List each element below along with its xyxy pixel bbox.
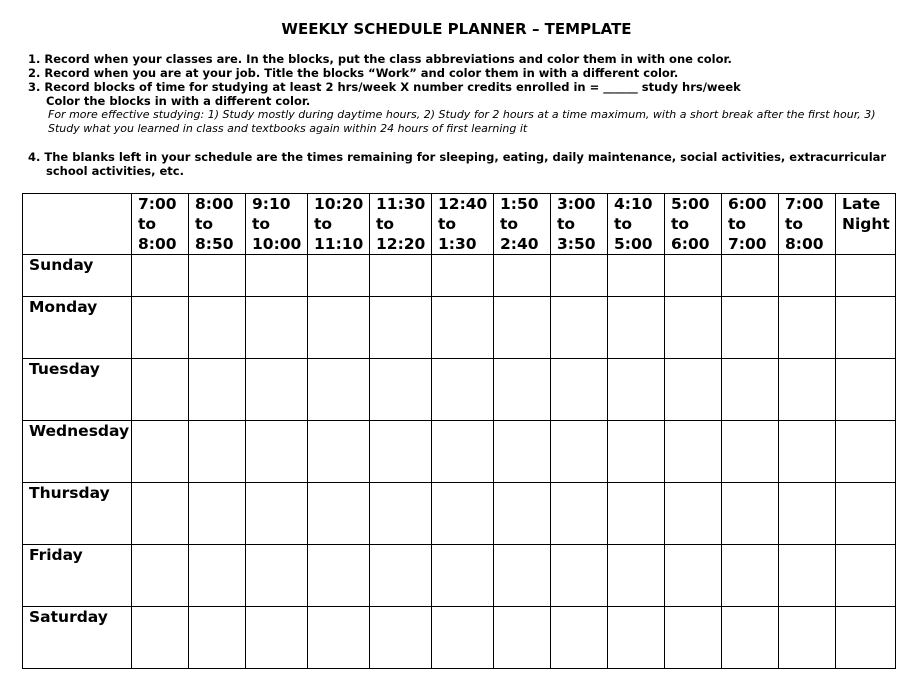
schedule-cell[interactable]	[722, 607, 779, 669]
schedule-cell[interactable]	[432, 359, 494, 421]
time-slot-header-line: 3:50	[557, 235, 596, 253]
schedule-cell[interactable]	[189, 255, 246, 297]
schedule-cell[interactable]	[132, 545, 189, 607]
schedule-cell[interactable]	[836, 297, 896, 359]
schedule-cell[interactable]	[665, 545, 722, 607]
time-slot-header-line: to	[195, 215, 214, 233]
time-slot-header-line: to	[438, 215, 457, 233]
time-slot-header-line: 8:50	[195, 235, 234, 253]
day-row-thursday	[23, 483, 896, 545]
time-slot-header-line: to	[138, 215, 157, 233]
day-label: Wednesday	[23, 421, 132, 483]
schedule-cell[interactable]	[494, 421, 551, 483]
schedule-cell[interactable]	[551, 297, 608, 359]
time-slot-header-line: 2:40	[500, 235, 539, 253]
schedule-cell[interactable]	[665, 483, 722, 545]
time-slot-header-line: 6:00	[728, 195, 767, 213]
schedule-cell[interactable]	[246, 421, 308, 483]
time-slot-header-line: 8:00	[785, 235, 824, 253]
schedule-cell[interactable]	[722, 359, 779, 421]
time-slot-header-line: 12:20	[376, 235, 426, 253]
time-slot-header	[308, 194, 370, 255]
time-slot-header-line: 7:00	[785, 195, 824, 213]
schedule-cell[interactable]	[132, 297, 189, 359]
header-row	[23, 194, 896, 255]
schedule-cell[interactable]	[779, 359, 836, 421]
schedule-cell[interactable]	[608, 359, 665, 421]
day-row-tuesday	[23, 359, 896, 421]
schedule-cell[interactable]	[308, 255, 370, 297]
instruction-3: 3. Record blocks of time for studying at least 2 hrs/week X number credits enrolled in = ______ study hrs/week	[28, 80, 741, 94]
corner-cell	[23, 194, 132, 255]
schedule-cell[interactable]	[432, 255, 494, 297]
schedule-cell[interactable]	[370, 359, 432, 421]
schedule-cell[interactable]	[665, 255, 722, 297]
time-slot-header-line: to	[500, 215, 519, 233]
time-slot-header-line: to	[671, 215, 690, 233]
time-slot-header-line: 3:00	[557, 195, 596, 213]
time-slot-header	[189, 194, 246, 255]
schedule-cell[interactable]	[551, 607, 608, 669]
schedule-cell[interactable]	[494, 297, 551, 359]
time-slot-header	[551, 194, 608, 255]
time-slot-header	[246, 194, 308, 255]
schedule-cell[interactable]	[494, 607, 551, 669]
day-row-sunday	[23, 255, 896, 297]
time-slot-header-line: 7:00	[728, 235, 767, 253]
schedule-cell[interactable]	[370, 297, 432, 359]
schedule-cell[interactable]	[665, 297, 722, 359]
time-slot-header	[494, 194, 551, 255]
schedule-cell[interactable]	[722, 297, 779, 359]
day-row-wednesday	[23, 421, 896, 483]
schedule-cell[interactable]	[189, 545, 246, 607]
day-row-friday	[23, 545, 896, 607]
schedule-cell[interactable]	[432, 483, 494, 545]
schedule-cell[interactable]	[494, 359, 551, 421]
schedule-cell[interactable]	[432, 545, 494, 607]
schedule-cell[interactable]	[836, 545, 896, 607]
time-slot-header-line: 5:00	[671, 195, 710, 213]
instruction-4: 4. The blanks left in your schedule are the times remaining for sleeping, eating, daily maintenance, social activities, extracurricular school activities, etc.	[28, 150, 887, 178]
schedule-cell[interactable]	[836, 255, 896, 297]
time-slot-header-line: to	[314, 215, 333, 233]
schedule-cell[interactable]	[370, 545, 432, 607]
time-slot-header-line: 1:50	[500, 195, 539, 213]
time-slot-header	[779, 194, 836, 255]
schedule-cell[interactable]	[836, 421, 896, 483]
schedule-cell[interactable]	[246, 359, 308, 421]
schedule-cell[interactable]	[836, 483, 896, 545]
schedule-table	[22, 193, 896, 669]
schedule-cell[interactable]	[665, 607, 722, 669]
time-slot-header-line: 12:40	[438, 195, 488, 213]
schedule-cell[interactable]	[370, 483, 432, 545]
time-slot-header-line: 10:00	[252, 235, 302, 253]
schedule-cell[interactable]	[189, 607, 246, 669]
schedule-cell[interactable]	[308, 483, 370, 545]
schedule-cell[interactable]	[551, 359, 608, 421]
day-label: Tuesday	[23, 359, 132, 421]
time-slot-header	[132, 194, 189, 255]
time-slot-header-line: 4:10	[614, 195, 653, 213]
schedule-cell[interactable]	[132, 359, 189, 421]
schedule-cell[interactable]	[779, 607, 836, 669]
schedule-cell[interactable]	[551, 483, 608, 545]
time-slot-header-line: 11:30	[376, 195, 426, 213]
schedule-cell[interactable]	[665, 421, 722, 483]
instruction-2: 2. Record when you are at your job. Title the blocks “Work” and color them in with a different color.	[28, 66, 679, 80]
schedule-cell[interactable]	[132, 255, 189, 297]
schedule-cell[interactable]	[370, 255, 432, 297]
schedule-cell[interactable]	[432, 607, 494, 669]
schedule-cell[interactable]	[246, 545, 308, 607]
time-slot-header-line: to	[376, 215, 395, 233]
schedule-cell[interactable]	[432, 297, 494, 359]
day-row-monday	[23, 297, 896, 359]
schedule-cell[interactable]	[370, 421, 432, 483]
time-slot-header-line: 9:10	[252, 195, 291, 213]
schedule-cell[interactable]	[189, 297, 246, 359]
schedule-cell[interactable]	[779, 297, 836, 359]
schedule-cell[interactable]	[308, 421, 370, 483]
schedule-cell[interactable]	[246, 607, 308, 669]
time-slot-header-line: 6:00	[671, 235, 710, 253]
instruction-1: 1. Record when your classes are. In the blocks, put the class abbreviations and color them in with one color.	[28, 52, 732, 66]
schedule-cell[interactable]	[189, 359, 246, 421]
schedule-cell[interactable]	[722, 421, 779, 483]
schedule-cell[interactable]	[308, 607, 370, 669]
time-slot-header	[608, 194, 665, 255]
day-label: Friday	[23, 545, 132, 607]
time-slot-header-line: to	[728, 215, 747, 233]
schedule-cell[interactable]	[132, 483, 189, 545]
time-slot-header-line: Night	[842, 215, 890, 233]
day-label: Monday	[23, 297, 132, 359]
schedule-cell[interactable]	[189, 421, 246, 483]
schedule-cell[interactable]	[432, 421, 494, 483]
schedule-cell[interactable]	[779, 483, 836, 545]
schedule-cell[interactable]	[608, 483, 665, 545]
schedule-cell[interactable]	[608, 255, 665, 297]
schedule-cell[interactable]	[779, 545, 836, 607]
time-slot-header-line: 10:20	[314, 195, 364, 213]
schedule-cell[interactable]	[246, 483, 308, 545]
day-label: Sunday	[23, 255, 132, 297]
schedule-cell[interactable]	[494, 483, 551, 545]
schedule-cell[interactable]	[608, 421, 665, 483]
time-slot-header-line: 11:10	[314, 235, 364, 253]
time-slot-header-line: 5:00	[614, 235, 653, 253]
schedule-cell[interactable]	[494, 255, 551, 297]
time-slot-header	[836, 194, 896, 255]
schedule-cell[interactable]	[665, 359, 722, 421]
day-label: Saturday	[23, 607, 132, 669]
time-slot-header	[722, 194, 779, 255]
time-slot-header-line: to	[614, 215, 633, 233]
schedule-cell[interactable]	[308, 545, 370, 607]
time-slot-header-line: to	[252, 215, 271, 233]
schedule-cell[interactable]	[836, 607, 896, 669]
schedule-cell[interactable]	[608, 607, 665, 669]
schedule-cell[interactable]	[722, 255, 779, 297]
time-slot-header-line: to	[557, 215, 576, 233]
time-slot-header-line: 1:30	[438, 235, 477, 253]
schedule-cell[interactable]	[551, 545, 608, 607]
instructions	[28, 52, 898, 178]
schedule-cell[interactable]	[722, 483, 779, 545]
schedule-cell[interactable]	[779, 255, 836, 297]
time-slot-header	[370, 194, 432, 255]
schedule-cell[interactable]	[551, 255, 608, 297]
instruction-3-continued: Color the blocks in with a different color.	[46, 94, 311, 108]
time-slot-header	[432, 194, 494, 255]
schedule-cell[interactable]	[246, 255, 308, 297]
time-slot-header-line: 8:00	[138, 235, 177, 253]
time-slot-header-line: Late	[842, 195, 881, 213]
study-tips-note: For more effective studying: 1) Study mostly during daytime hours, 2) Study for 2 hours at a time maximum, with a short break after the first hour, 3) Study what you learned in class and textbooks again within 24 hours of first learning it	[48, 108, 876, 135]
schedule-cell[interactable]	[551, 421, 608, 483]
schedule-cell[interactable]	[779, 421, 836, 483]
schedule-cell[interactable]	[308, 359, 370, 421]
time-slot-header-line: to	[785, 215, 804, 233]
schedule-cell[interactable]	[132, 607, 189, 669]
day-row-saturday	[23, 607, 896, 669]
time-slot-header	[665, 194, 722, 255]
page-title: WEEKLY SCHEDULE PLANNER – TEMPLATE	[281, 20, 632, 38]
schedule-cell[interactable]	[608, 545, 665, 607]
schedule-cell[interactable]	[722, 545, 779, 607]
schedule-cell[interactable]	[308, 297, 370, 359]
time-slot-header-line: 8:00	[195, 195, 234, 213]
schedule-cell[interactable]	[494, 545, 551, 607]
schedule-cell[interactable]	[189, 483, 246, 545]
schedule-cell[interactable]	[836, 359, 896, 421]
day-label: Thursday	[23, 483, 132, 545]
schedule-cell[interactable]	[608, 297, 665, 359]
schedule-cell[interactable]	[370, 607, 432, 669]
schedule-cell[interactable]	[132, 421, 189, 483]
schedule-cell[interactable]	[246, 297, 308, 359]
time-slot-header-line: 7:00	[138, 195, 177, 213]
